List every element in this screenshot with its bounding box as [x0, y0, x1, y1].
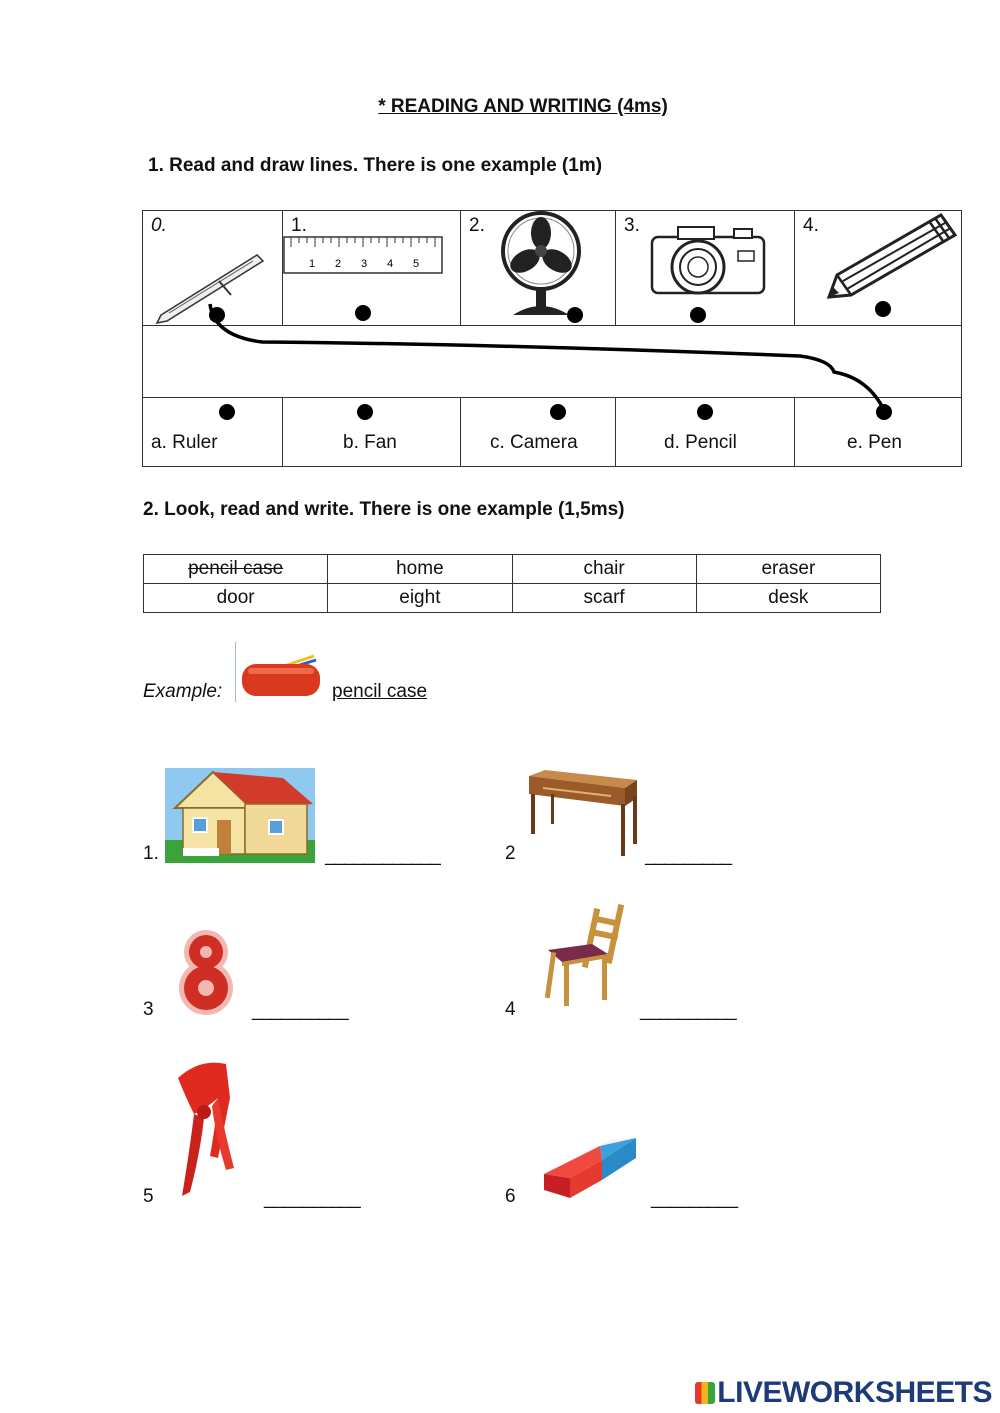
item-number: 2 — [505, 843, 516, 864]
house-icon — [165, 768, 315, 863]
matching-table — [142, 210, 962, 467]
answer-blank[interactable]: _________ — [651, 1188, 738, 1209]
chair-icon — [538, 900, 628, 1010]
scarf-icon — [164, 1058, 238, 1200]
logo-text: LIVEWORKSHEETS — [717, 1376, 992, 1409]
item-number: 1. — [143, 843, 159, 864]
dot-bottom-e[interactable] — [876, 404, 892, 420]
picture-cell-4 — [795, 211, 962, 326]
answer-blank[interactable]: __________ — [264, 1188, 360, 1209]
option-cell-e — [795, 398, 962, 467]
dot-bottom-a[interactable] — [219, 404, 235, 420]
fan-icon — [491, 211, 591, 321]
item-number: 6 — [505, 1186, 516, 1207]
picture-cell-1 — [283, 211, 461, 326]
section1-heading: 1. Read and draw lines. There is one example (1m) — [148, 155, 603, 176]
option-cell-c — [461, 398, 616, 467]
word-bank-cell: chair — [512, 555, 696, 584]
word-bank-cell: door — [144, 584, 328, 613]
liveworksheets-logo — [695, 1376, 992, 1410]
eraser-icon — [540, 1128, 640, 1202]
picture-number: 3. — [624, 215, 640, 236]
item-number: 3 — [143, 999, 154, 1020]
ruler-tick-label: 4 — [387, 258, 394, 270]
dot-top-2[interactable] — [567, 307, 583, 323]
dot-top-1[interactable] — [355, 305, 371, 321]
item-number: 5 — [143, 1186, 154, 1207]
option-cell-a — [143, 398, 283, 467]
picture-number: 2. — [469, 215, 485, 236]
ruler-tick-label: 1 — [309, 258, 316, 270]
example-divider — [235, 642, 236, 702]
example-label: Example: — [143, 681, 223, 702]
dot-bottom-d[interactable] — [697, 404, 713, 420]
word-bank-table — [143, 554, 881, 613]
item-number: 4 — [505, 999, 516, 1020]
section2-heading: 2. Look, read and write. There is one example (1,5ms) — [143, 499, 625, 520]
dot-bottom-c[interactable] — [550, 404, 566, 420]
answer-blank[interactable]: __________ — [640, 1000, 736, 1021]
option-label: c. Camera — [490, 432, 578, 453]
answer-blank[interactable]: ____________ — [325, 845, 440, 866]
word-bank-cell: desk — [696, 584, 880, 613]
logo-mark-icon — [695, 1382, 715, 1404]
option-label: e. Pen — [847, 432, 902, 453]
word-bank-cell: pencil case — [144, 555, 328, 584]
page-title: * READING AND WRITING (4ms) — [378, 96, 668, 117]
picture-cell-0 — [143, 211, 283, 326]
number-eight-icon — [170, 928, 242, 1016]
example-answer: pencil case — [332, 681, 428, 702]
camera-icon — [648, 221, 768, 297]
answer-blank[interactable]: _________ — [645, 845, 732, 866]
desk-icon — [525, 768, 640, 860]
pencil-case-icon — [240, 652, 322, 698]
picture-cell-3 — [616, 211, 795, 326]
ruler-tick-label: 5 — [413, 258, 420, 270]
picture-number: 0. — [151, 215, 167, 236]
option-cell-d — [616, 398, 795, 467]
picture-number: 1. — [291, 215, 307, 236]
answer-blank[interactable]: __________ — [252, 1000, 348, 1021]
word-bank-cell: eight — [328, 584, 512, 613]
option-label: d. Pencil — [664, 432, 737, 453]
dot-top-4[interactable] — [875, 301, 891, 317]
word-bank-cell: home — [328, 555, 512, 584]
pencil-icon — [825, 211, 961, 301]
option-label: b. Fan — [343, 432, 397, 453]
ruler-tick-label: 2 — [335, 258, 342, 270]
picture-cell-2 — [461, 211, 616, 326]
ruler-icon — [283, 235, 445, 277]
ruler-tick-label: 3 — [361, 258, 368, 270]
dot-top-0[interactable] — [209, 307, 225, 323]
word-bank-cell: scarf — [512, 584, 696, 613]
line-drawing-area[interactable] — [143, 326, 962, 398]
option-label: a. Ruler — [151, 432, 218, 453]
dot-top-3[interactable] — [690, 307, 706, 323]
picture-number: 4. — [803, 215, 819, 236]
dot-bottom-b[interactable] — [357, 404, 373, 420]
option-cell-b — [283, 398, 461, 467]
word-bank-cell: eraser — [696, 555, 880, 584]
